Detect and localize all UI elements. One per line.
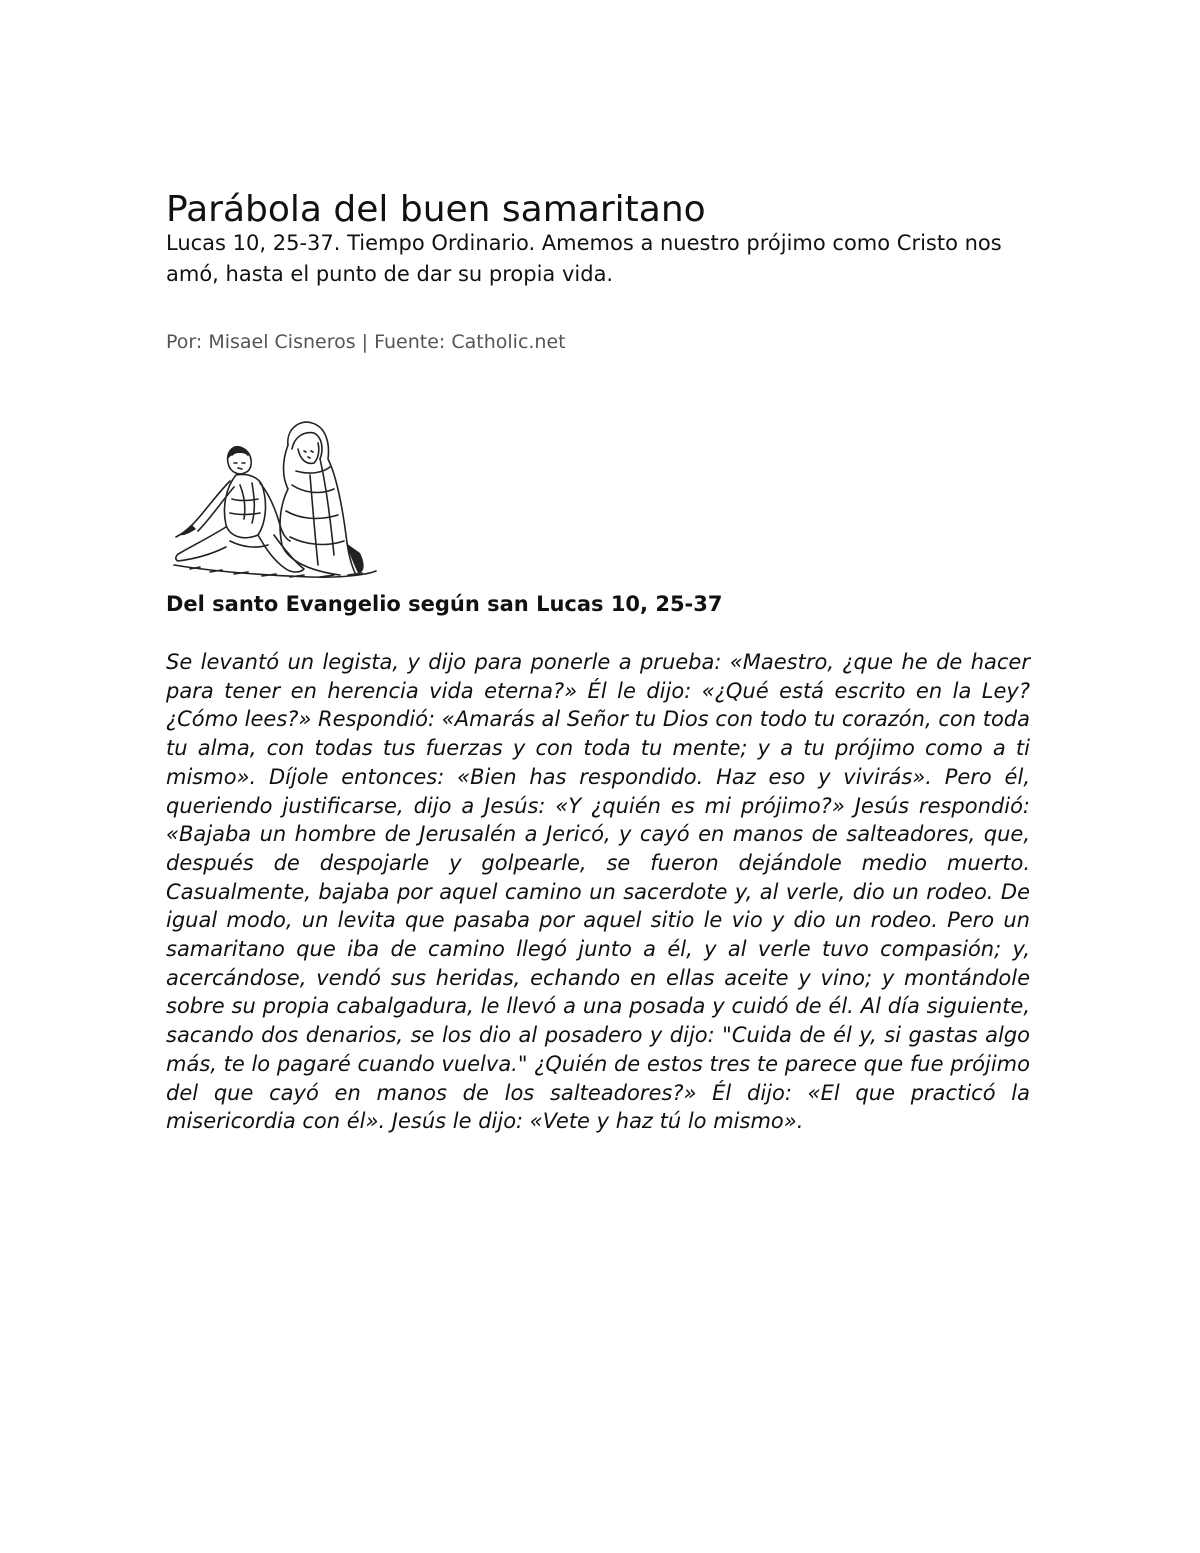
- ground-shading: [174, 565, 376, 577]
- article-subtitle: Lucas 10, 25-37. Tiempo Ordinario. Amemos a nuestro prójimo como Cristo nos amó, hasta el punto de dar su propia vida.: [166, 231, 1002, 286]
- caregiver-face: [298, 443, 319, 463]
- good-samaritan-illustration-icon: [170, 415, 380, 580]
- article-byline: Por: Misael Cisneros | Fuente: Catholic.net: [166, 331, 566, 353]
- gospel-text: Se levantó un legista, y dijo para ponerle a prueba: «Maestro, ¿que he de hacer para tener en herencia vida eterna?» Él le dijo: «¿Qué está escrito en la Ley? ¿Cómo lees?» Respondió: «Amarás al Señor tu Dios con todo tu corazón, con toda tu alma, con todas tus fuerzas y con toda tu mente; y a tu prójimo como a ti mismo». Díjole entonces: «Bien has respondido. Haz eso y vivirás». Pero él, queriendo justificarse, dijo a Jesús: «Y ¿quién es mi prójimo?» Jesús respondió: «Bajaba un hombre de Jerusalén a Jericó, y cayó en manos de salteadores, que, después de despojarle y golpearle, se fueron dejándole medio muerto. Casualmente, bajaba por aquel camino un sacerdote y, al verle, dio un rodeo. De igual modo, un levita que pasaba por aquel sitio le vio y dio un rodeo. Pero un samaritano que iba de camino llegó junto a él, y al verle tuvo compasión; y, acercándose, vendó sus heridas, echando en ellas aceite y vino; y montándole sobre su propia cabalgadura, le llevó a una posada y cuidó de él. Al día siguiente, sacando dos denarios, se los dio al posadero y dijo: "Cuida de él y, si gastas algo más, te lo pagaré cuando vuelva." ¿Quién de estos tres te parece que fue prójimo del que cayó en manos de los salteadores?» Él dijo: «El que practicó la misericordia con él». Jesús le dijo: «Vete y haz tú lo mismo».: [166, 650, 1030, 1134]
- article-title: Parábola del buen samaritano: [166, 189, 706, 230]
- gospel-heading: Del santo Evangelio según san Lucas 10, 25-37: [166, 592, 723, 616]
